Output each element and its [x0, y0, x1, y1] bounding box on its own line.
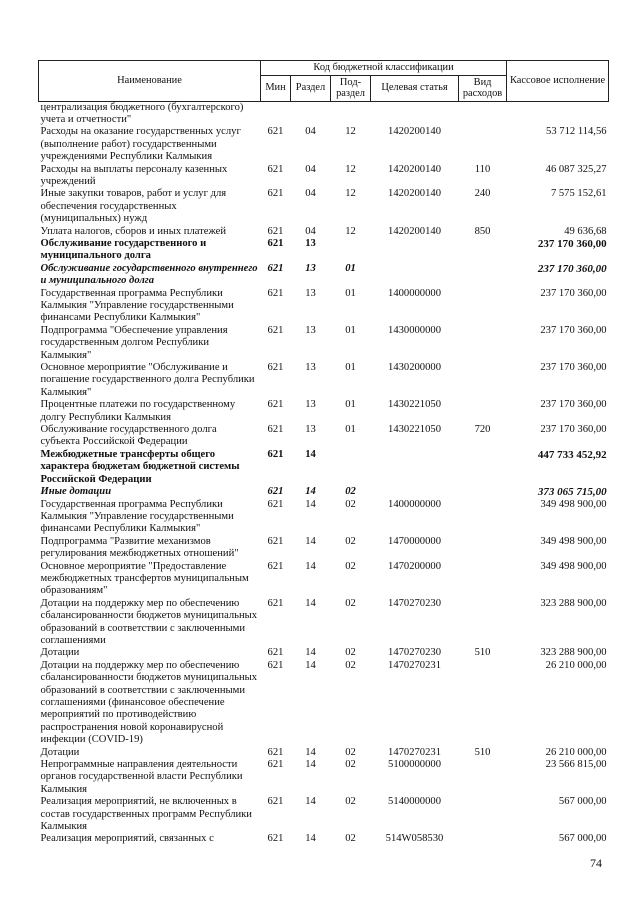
cell-podrazdel: 01: [345, 324, 356, 336]
cell-celevaya: [371, 263, 459, 288]
cell-celevaya: 1470200000: [388, 560, 441, 572]
cell-vid: [459, 126, 507, 163]
cell-podrazdel: [331, 238, 371, 263]
cell-amount: 447 733 452,92: [537, 448, 607, 461]
cell-podrazdel: 02: [345, 746, 356, 758]
cell-vid: [459, 796, 507, 833]
cell-razdel: 14: [305, 746, 316, 758]
cell-celevaya: [371, 238, 459, 263]
cell-celevaya: 1470270231: [388, 659, 441, 671]
cell-min: 621: [267, 237, 284, 249]
cell-min: 621: [267, 225, 284, 237]
cell-min: 621: [267, 188, 284, 200]
cell-amount: [507, 101, 609, 126]
cell-name: Государственная программа Республики Калмыкия "Управление государственными финансами Республики Калмыкия": [40, 498, 234, 535]
header-vid: Вид расходов: [459, 75, 507, 101]
cell-name: Непрограммные направления деятельности органов государственной власти Республики Калмыкия: [40, 759, 243, 795]
cell-celevaya: 1430000000: [388, 324, 441, 336]
cell-podrazdel: 02: [345, 597, 356, 609]
cell-min: 621: [267, 597, 284, 609]
header-name: Наименование: [39, 61, 261, 102]
cell-celevaya: 1470270230: [388, 597, 441, 609]
cell-razdel: 14: [305, 659, 316, 671]
document-page: [38, 60, 608, 846]
cell-min: 621: [267, 486, 284, 498]
cell-name: Дотации: [40, 746, 80, 758]
cell-podrazdel: 02: [345, 535, 356, 547]
cell-amount: 49 636,68: [564, 225, 607, 237]
cell-name: Иные закупки товаров, работ и услуг для обеспечения государственных (муниципальных) нужд: [40, 188, 227, 225]
cell-celevaya: 514W058530: [385, 833, 444, 845]
cell-podrazdel: 02: [345, 833, 356, 845]
table-row: [39, 126, 609, 163]
cell-razdel: 14: [305, 560, 316, 572]
cell-min: 621: [267, 759, 284, 771]
cell-name: Подпрограмма "Развитие механизмов регулирования межбюджетных отношений": [40, 535, 239, 560]
table-row: [39, 647, 609, 659]
cell-min: 621: [267, 560, 284, 572]
cell-name: Межбюджетные трансферты общего характера бюджетам бюджетной системы Российской Федерации: [40, 448, 240, 485]
cell-name: Обслуживание государственного долга субъекта Российской Федерации: [40, 424, 217, 448]
cell-min: 621: [267, 448, 284, 460]
cell-celevaya: [371, 486, 459, 498]
cell-razdel: 13: [305, 424, 316, 436]
cell-podrazdel: 01: [345, 399, 356, 411]
cell-min: 621: [267, 647, 284, 659]
cell-name: Расходы на оказание государственных услуг (выполнение работ) государственными учреждениями Республики Калмыкия: [40, 126, 241, 163]
cell-min: 621: [267, 362, 284, 374]
cell-min: 621: [267, 796, 284, 808]
cell-celevaya: 1420200140: [388, 188, 441, 200]
cell-celevaya: 1420200140: [388, 126, 441, 138]
table-row: [39, 536, 609, 561]
table-row: [39, 164, 609, 189]
cell-min: 621: [267, 535, 284, 547]
cell-amount: 237 170 360,00: [540, 324, 607, 336]
cell-min: 621: [267, 126, 284, 138]
cell-vid: [459, 486, 507, 498]
cell-vid: [459, 101, 507, 126]
table-row: [39, 288, 609, 325]
cell-razdel: 14: [305, 448, 316, 460]
cell-amount: 349 498 900,00: [540, 560, 607, 572]
header-razdel: Раздел: [291, 75, 331, 101]
cell-podrazdel: 02: [345, 647, 356, 659]
cell-podrazdel: 12: [345, 188, 356, 200]
cell-name: Уплата налогов, сборов и иных платежей: [40, 225, 227, 237]
cell-podrazdel: 02: [345, 796, 356, 808]
cell-razdel: 13: [305, 362, 316, 374]
cell-amount: 237 170 360,00: [540, 287, 607, 299]
cell-name: Процентные платежи по государственному долгу Республики Калмыкия: [40, 399, 236, 423]
cell-vid: [459, 325, 507, 362]
cell-celevaya: 5100000000: [388, 759, 441, 771]
cell-celevaya: 1470270231: [388, 746, 441, 758]
header-kassa: Кассовое исполнение: [507, 61, 609, 102]
cell-vid: 110: [474, 163, 491, 175]
cell-amount: 237 170 360,00: [540, 424, 607, 436]
cell-vid: [459, 238, 507, 263]
cell-podrazdel: 12: [345, 225, 356, 237]
cell-celevaya: 1430200000: [388, 362, 441, 374]
cell-name: Иные дотации: [40, 486, 112, 498]
cell-podrazdel: 02: [345, 498, 356, 510]
header-code-group: Код бюджетной классификации: [261, 61, 507, 76]
table-row: [39, 499, 609, 536]
cell-celevaya: 1470000000: [388, 535, 441, 547]
cell-name: Основное мероприятие "Предоставление межбюджетных трансфертов муниципальным образованиям": [40, 560, 249, 597]
cell-name: Обслуживание государственного внутреннего и муниципального долга: [40, 262, 258, 287]
cell-vid: 510: [474, 647, 491, 659]
cell-min: 621: [267, 833, 284, 845]
cell-razdel: 04: [305, 225, 316, 237]
cell-name: Подпрограмма "Обеспечение управления государственным долгом Республики Калмыкия": [40, 324, 228, 361]
cell-amount: 349 498 900,00: [540, 498, 607, 510]
table-row: [39, 449, 609, 486]
table-row: [39, 238, 609, 263]
cell-podrazdel: 02: [345, 659, 356, 671]
cell-vid: [459, 449, 507, 486]
table-header: [39, 61, 609, 102]
table-row: [39, 424, 609, 449]
cell-razdel: 13: [305, 262, 316, 274]
cell-amount: 23 566 815,00: [545, 759, 607, 771]
cell-vid: 240: [474, 188, 491, 200]
cell-podrazdel: 02: [345, 486, 356, 498]
cell-min: 621: [267, 746, 284, 758]
cell-name: Обслуживание государственного и муниципального долга: [40, 237, 207, 262]
cell-vid: [459, 288, 507, 325]
cell-razdel: [291, 101, 331, 126]
cell-amount: 26 210 000,00: [545, 659, 607, 671]
cell-vid: 720: [474, 424, 491, 436]
cell-razdel: 04: [305, 126, 316, 138]
table-row: [39, 759, 609, 796]
cell-name: Дотации: [40, 647, 80, 659]
table-row: [39, 226, 609, 238]
cell-celevaya: 1470270230: [388, 647, 441, 659]
table-row: [39, 747, 609, 759]
table-row: [39, 598, 609, 648]
cell-razdel: 14: [305, 833, 316, 845]
cell-name: Дотации на поддержку мер по обеспечению сбалансированности бюджетов муниципальных образований в соответствии с заключенными соглашениями (финансовое обеспечение мероприятий по противодействию распространения новой коронавирусной инфекции (COVID-19): [40, 659, 258, 746]
cell-vid: 850: [474, 225, 491, 237]
cell-celevaya: [371, 449, 459, 486]
cell-amount: 237 170 360,00: [537, 262, 607, 275]
cell-razdel: 13: [305, 324, 316, 336]
cell-razdel: 14: [305, 535, 316, 547]
cell-name: Государственная программа Республики Калмыкия "Управление государственными финансами Республики Калмыкия": [40, 287, 234, 324]
cell-min: 621: [267, 659, 284, 671]
cell-min: [261, 101, 291, 126]
budget-table: [38, 60, 609, 846]
header-min: Мин: [261, 75, 291, 101]
cell-podrazdel: [331, 101, 371, 126]
cell-name: Расходы на выплаты персоналу казенных учреждений: [40, 163, 228, 187]
cell-razdel: 13: [305, 287, 316, 299]
table-row: [39, 399, 609, 424]
cell-celevaya: 1420200140: [388, 225, 441, 237]
cell-amount: 323 288 900,00: [540, 647, 607, 659]
cell-min: 621: [267, 424, 284, 436]
cell-name: Реализация мероприятий, связанных с: [40, 833, 214, 845]
cell-amount: 567 000,00: [558, 796, 607, 808]
cell-amount: 237 170 360,00: [540, 362, 607, 374]
cell-vid: [459, 399, 507, 424]
cell-min: 621: [267, 163, 284, 175]
table-row: [39, 263, 609, 288]
cell-min: 621: [267, 324, 284, 336]
cell-amount: 53 712 114,56: [546, 126, 607, 138]
cell-celevaya: 1430221050: [388, 399, 441, 411]
cell-razdel: 14: [305, 597, 316, 609]
cell-amount: 46 087 325,27: [545, 163, 607, 175]
cell-amount: 26 210 000,00: [545, 746, 607, 758]
cell-razdel: 14: [305, 796, 316, 808]
cell-podrazdel: 01: [345, 287, 356, 299]
cell-name: Реализация мероприятий, не включенных в состав государственных программ Республики Калмыкия: [40, 796, 252, 833]
cell-vid: [459, 598, 507, 648]
cell-vid: [459, 362, 507, 399]
cell-celevaya: [371, 101, 459, 126]
cell-podrazdel: 02: [345, 560, 356, 572]
table-row: [39, 362, 609, 399]
cell-min: 621: [267, 262, 284, 274]
cell-podrazdel: 01: [345, 424, 356, 436]
cell-amount: 567 000,00: [558, 833, 607, 845]
cell-celevaya: 1430221050: [388, 424, 441, 436]
table-row: [39, 325, 609, 362]
cell-podrazdel: 02: [345, 759, 356, 771]
cell-razdel: 13: [305, 399, 316, 411]
table-row: [39, 796, 609, 833]
cell-celevaya: 5140000000: [388, 796, 441, 808]
cell-vid: [459, 660, 507, 747]
cell-vid: [459, 536, 507, 561]
header-podrazdel: Под-раздел: [331, 75, 371, 101]
cell-min: 621: [267, 498, 284, 510]
cell-name: централизация бюджетного (бухгалтерского) учета и отчетности": [40, 101, 244, 125]
cell-min: 621: [267, 399, 284, 411]
table-row: [39, 833, 609, 845]
cell-razdel: 04: [305, 188, 316, 200]
table-row: [39, 486, 609, 498]
table-body: [39, 101, 609, 846]
cell-razdel: 04: [305, 163, 316, 175]
cell-podrazdel: 01: [345, 362, 356, 374]
cell-celevaya: 1400000000: [388, 498, 441, 510]
cell-min: 621: [267, 287, 284, 299]
cell-amount: 323 288 900,00: [540, 597, 607, 609]
cell-podrazdel: 12: [345, 163, 356, 175]
cell-vid: [459, 833, 507, 845]
table-row: [39, 101, 609, 126]
table-row: [39, 188, 609, 225]
cell-celevaya: 1400000000: [388, 287, 441, 299]
cell-razdel: 14: [305, 759, 316, 771]
table-row: [39, 561, 609, 598]
cell-razdel: 14: [305, 647, 316, 659]
cell-amount: 237 170 360,00: [537, 237, 607, 250]
cell-amount: 7 575 152,61: [550, 188, 607, 200]
cell-razdel: 14: [305, 486, 316, 498]
header-celevaya: Целевая статья: [371, 75, 459, 101]
cell-podrazdel: 01: [345, 262, 356, 274]
cell-vid: [459, 499, 507, 536]
cell-vid: [459, 759, 507, 796]
cell-podrazdel: 12: [345, 126, 356, 138]
cell-amount: 237 170 360,00: [540, 399, 607, 411]
table-row: [39, 660, 609, 747]
cell-vid: 510: [474, 746, 491, 758]
cell-razdel: 13: [305, 237, 316, 249]
cell-razdel: 14: [305, 498, 316, 510]
cell-name: Дотации на поддержку мер по обеспечению сбалансированности бюджетов муниципальных образований в соответствии с заключенными соглашениями: [40, 597, 258, 646]
cell-amount: 373 065 715,00: [537, 486, 607, 499]
page-number: 74: [590, 856, 602, 870]
cell-celevaya: 1420200140: [388, 163, 441, 175]
cell-vid: [459, 263, 507, 288]
cell-podrazdel: [331, 449, 371, 486]
cell-vid: [459, 561, 507, 598]
cell-name: Основное мероприятие "Обслуживание и погашение государственного долга Республики Калмыкия": [40, 362, 255, 398]
cell-amount: 349 498 900,00: [540, 535, 607, 547]
